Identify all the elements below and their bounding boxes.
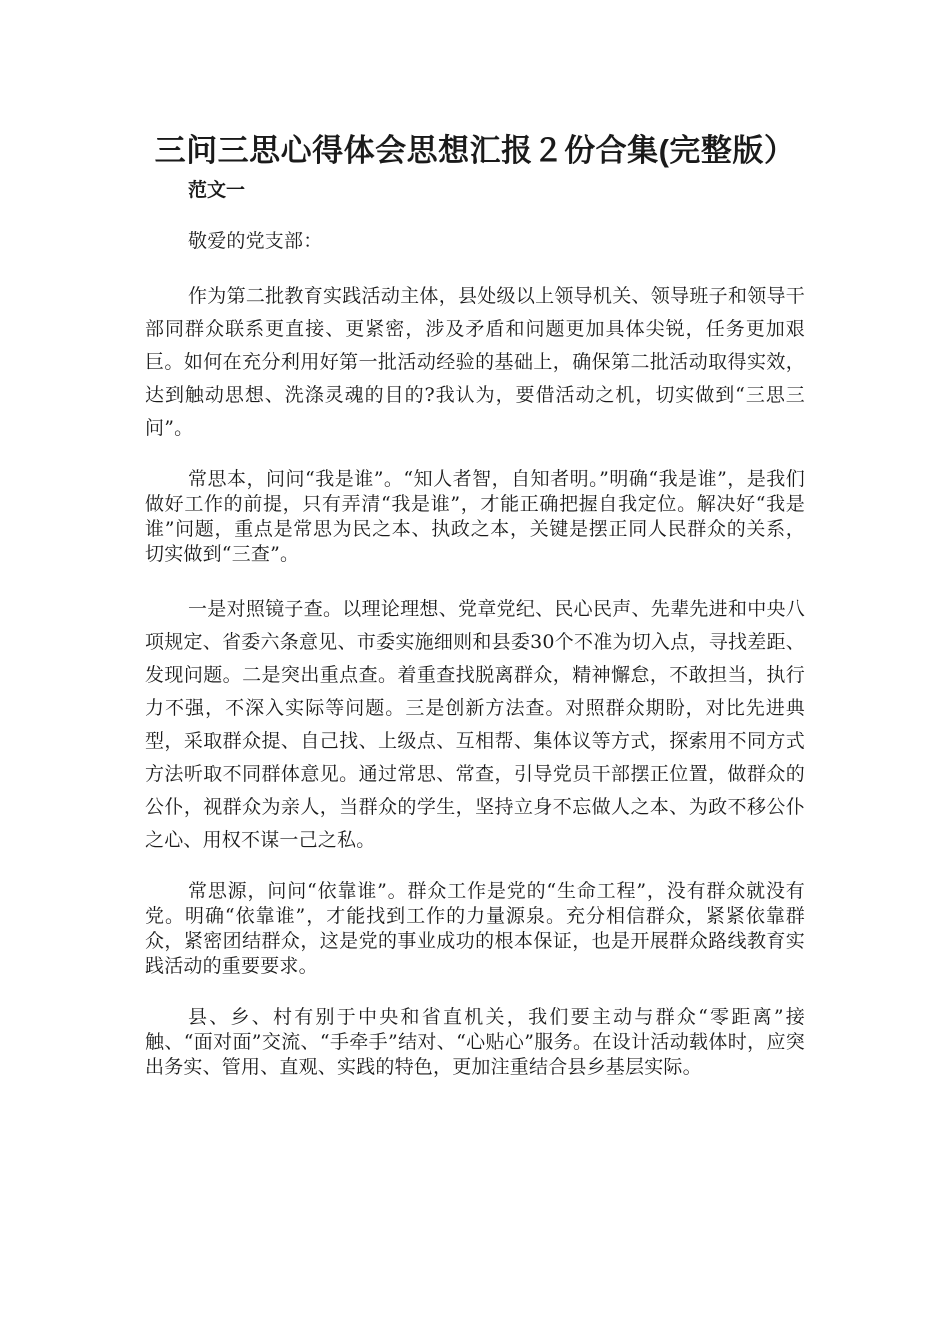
document-title: 三问三思心得体会思想汇报２份合集(完整版）: [154, 133, 796, 168]
paragraph-3: 一是对照镜子查。以理论理想、党章党纪、民心民声、先辈先进和中央八项规定、省委六条意见、市委实施细则和县委30个不准为切入点，寻找差距、发现问题。二是突出重点查。着重查找脱离群众，精神懈怠，不敢担当，执行力不强，不深入实际等问题。三是创新方法查。对照群众期盼，对比先进典型，采取群众提、自己找、上级点、互相帮、集体议等方式，探索用不同方式方法听取不同群体意见。通过常思、常查，引导党员干部摆正位置，做群众的公仆，视群众为亲人，当群众的学生，坚持立身不忘做人之本、为政不移公仆之心、用权不谋一己之私。: [145, 598, 805, 851]
paragraph-4: 常思源，问问“依靠谁”。群众工作是党的“生命工程”，没有群众就没有党。明确“依靠谁”，才能找到工作的力量源泉。充分相信群众，紧紧依靠群众，紧密团结群众，这是党的事业成功的根本保证，也是开展群众路线教育实践活动的重要要求。: [145, 880, 805, 977]
paragraph-1: 作为第二批教育实践活动主体，县处级以上领导机关、领导班子和领导干部同群众联系更直接、更紧密，涉及矛盾和问题更加具体尖锐，任务更加艰巨。如何在充分利用好第一批活动经验的基础上，确保第二批活动取得实效，达到触动思想、洗涤灵魂的目的?我认为，要借活动之机，切实做到“三思三问”。: [145, 285, 805, 439]
document-page: [145, 128, 805, 1106]
section-label: 范文一: [188, 179, 246, 201]
paragraph-2: 常思本，问问“我是谁”。“知人者智，自知者明。”明确“我是谁”，是我们做好工作的前提，只有弄清“我是谁”，才能正确把握自我定位。解决好“我是谁”问题，重点是常思为民之本、执政之本，关键是摆正同人民群众的关系，切实做到“三查”。: [145, 468, 805, 565]
greeting: 敬爱的党支部：: [188, 230, 323, 252]
paragraph-5: 县、乡、村有别于中央和省直机关，我们要主动与群众“零距离”接触、“面对面”交流、“手牵手”结对、“心贴心”服务。在设计活动载体时，应突出务实、管用、直观、实践的特色，更加注重结合县乡基层实际。: [145, 1006, 805, 1078]
